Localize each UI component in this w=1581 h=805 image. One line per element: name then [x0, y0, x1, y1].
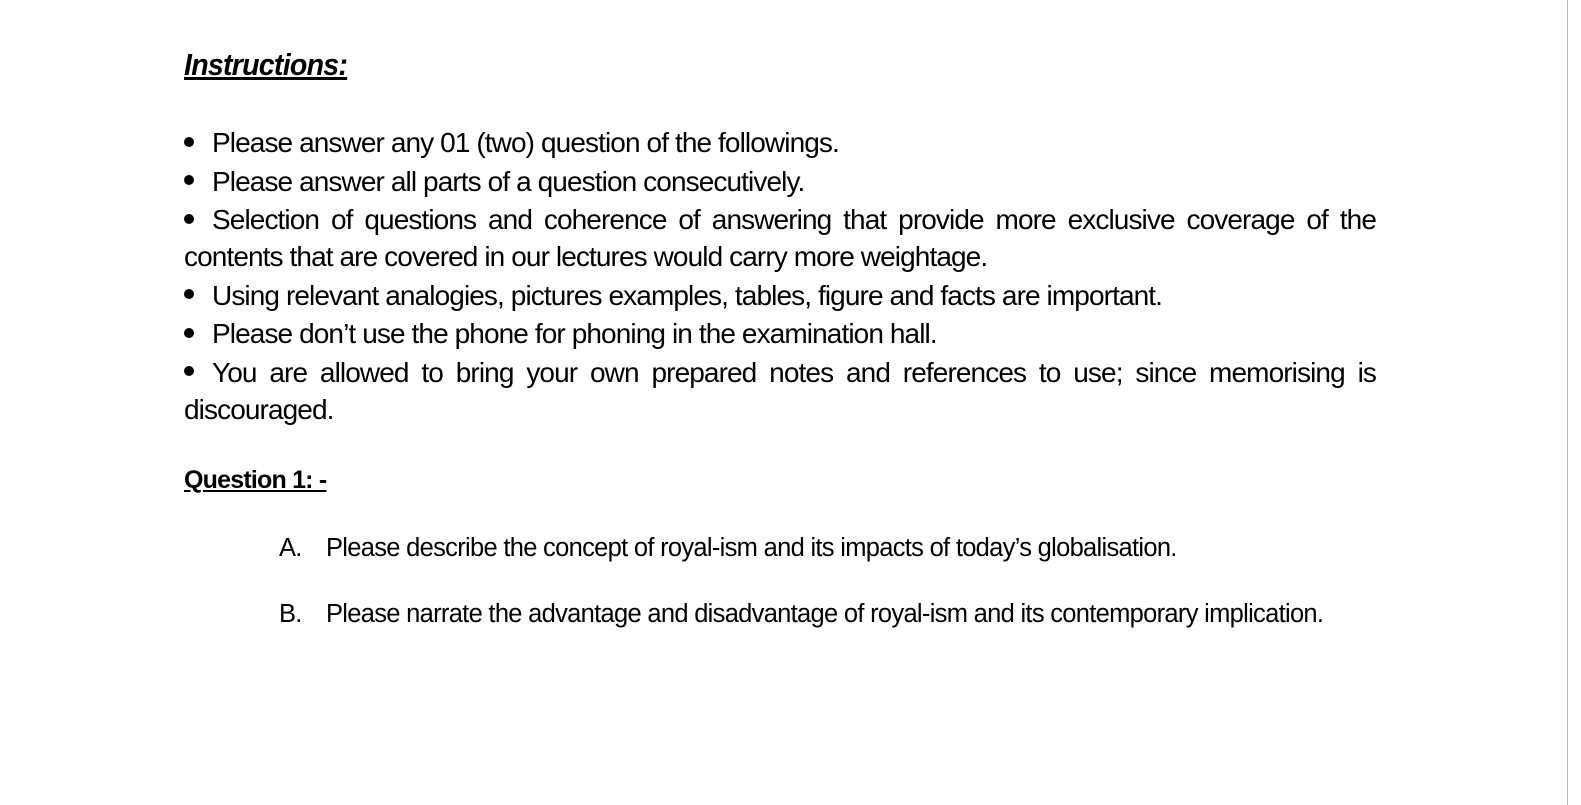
instruction-item [184, 277, 1376, 314]
question-part [184, 598, 1376, 630]
instruction-text: Please answer all parts of a question consecutively. [212, 165, 805, 197]
instruction-text: Please answer any 01 (two) question of the followings. [212, 127, 839, 158]
document-content [184, 46, 1376, 664]
part-text: Please describe the concept of royal-ism and its impacts of today’s globalisation. [326, 533, 1177, 562]
instruction-item [184, 163, 1376, 200]
instructions-heading: Instructions: [184, 47, 348, 82]
question-1-parts [184, 532, 1376, 630]
bullet-icon [184, 328, 194, 338]
bullet-icon [184, 175, 194, 185]
instruction-text: You are allowed to bring your own prepared notes and references to use; since memorising is discouraged. [184, 356, 1376, 425]
bullet-icon [184, 214, 194, 224]
instruction-item [184, 315, 1376, 352]
instructions-list [184, 124, 1376, 428]
instruction-item [184, 201, 1376, 275]
instruction-text: Selection of questions and coherence of answering that provide more exclusive coverage of the contents that are covered in our lectures would carry more weightage. [184, 204, 1376, 272]
instruction-text: Please don’t use the phone for phoning in the examination hall. [212, 318, 937, 349]
bullet-icon [184, 366, 194, 376]
bullet-icon [184, 137, 194, 147]
question-1-title: Question 1: - [184, 465, 327, 494]
part-marker: B. [279, 599, 302, 628]
instruction-item [184, 124, 1376, 161]
bullet-icon [184, 289, 194, 299]
part-text: Please narrate the advantage and disadvantage of royal-ism and its contemporary implication. [326, 599, 1324, 628]
instruction-item [184, 354, 1376, 428]
question-part [184, 532, 1376, 564]
part-marker: A. [279, 533, 302, 562]
instruction-text: Using relevant analogies, pictures examples, tables, figure and facts are important. [212, 279, 1163, 311]
